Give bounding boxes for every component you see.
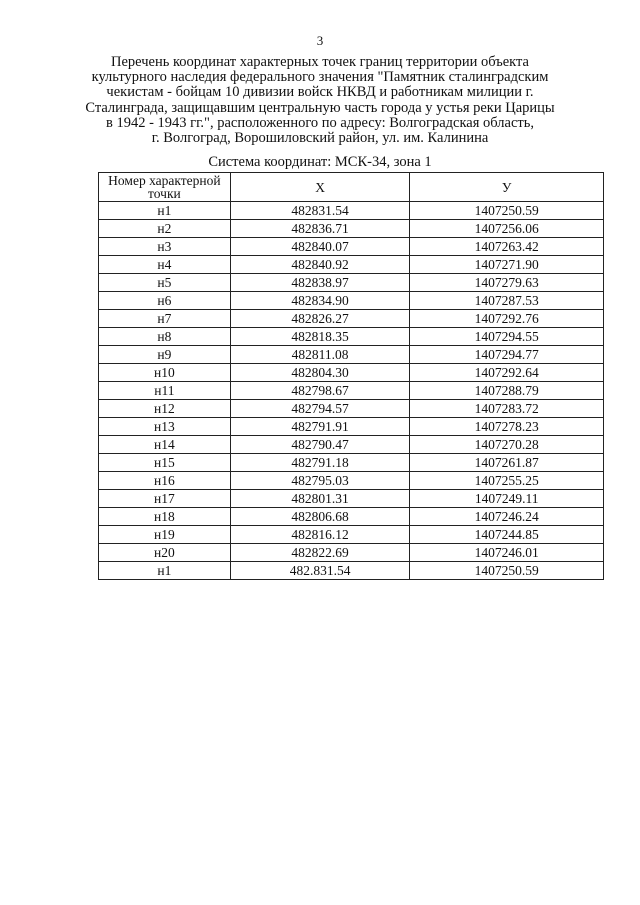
x-value-cell: 482818.35 bbox=[230, 328, 410, 346]
table-row bbox=[99, 274, 604, 292]
y-value-cell: 1407244.85 bbox=[410, 526, 604, 544]
table-row bbox=[99, 310, 604, 328]
point-number-cell: н20 bbox=[99, 544, 231, 562]
y-value-cell: 1407292.76 bbox=[410, 310, 604, 328]
point-number-cell: н12 bbox=[99, 400, 231, 418]
y-value-cell: 1407278.23 bbox=[410, 418, 604, 436]
y-value-cell: 1407256.06 bbox=[410, 220, 604, 238]
point-number-cell: н4 bbox=[99, 256, 231, 274]
point-number-cell: н13 bbox=[99, 418, 231, 436]
y-value-cell: 1407250.59 bbox=[410, 562, 604, 580]
x-value-cell: 482831.54 bbox=[230, 202, 410, 220]
point-number-cell: н3 bbox=[99, 238, 231, 256]
table-header-row bbox=[99, 173, 604, 202]
table-row bbox=[99, 382, 604, 400]
x-value-cell: 482806.68 bbox=[230, 508, 410, 526]
y-value-cell: 1407294.55 bbox=[410, 328, 604, 346]
y-value-cell: 1407249.11 bbox=[410, 490, 604, 508]
point-number-cell: н17 bbox=[99, 490, 231, 508]
point-number-cell: н10 bbox=[99, 364, 231, 382]
table-row bbox=[99, 238, 604, 256]
title-line: Перечень координат характерных точек границ территории объекта bbox=[111, 54, 529, 70]
y-value-cell: 1407263.42 bbox=[410, 238, 604, 256]
x-value-cell: 482822.69 bbox=[230, 544, 410, 562]
point-number-cell: н6 bbox=[99, 292, 231, 310]
header-x: Х bbox=[230, 173, 410, 202]
y-value-cell: 1407255.25 bbox=[410, 472, 604, 490]
y-value-cell: 1407288.79 bbox=[410, 382, 604, 400]
y-value-cell: 1407271.90 bbox=[410, 256, 604, 274]
table-row bbox=[99, 472, 604, 490]
point-number-cell: н8 bbox=[99, 328, 231, 346]
table-row bbox=[99, 526, 604, 544]
table-row bbox=[99, 202, 604, 220]
point-number-cell: н11 bbox=[99, 382, 231, 400]
x-value-cell: 482795.03 bbox=[230, 472, 410, 490]
y-value-cell: 1407292.64 bbox=[410, 364, 604, 382]
y-value-cell: 1407287.53 bbox=[410, 292, 604, 310]
table-row bbox=[99, 544, 604, 562]
x-value-cell: 482801.31 bbox=[230, 490, 410, 508]
table-row bbox=[99, 508, 604, 526]
table-row bbox=[99, 220, 604, 238]
x-value-cell: 482.831.54 bbox=[230, 562, 410, 580]
y-value-cell: 1407246.01 bbox=[410, 544, 604, 562]
coordinates-table bbox=[98, 172, 604, 580]
x-value-cell: 482826.27 bbox=[230, 310, 410, 328]
title-line: культурного наследия федерального значения "Памятник сталинградским bbox=[91, 69, 549, 86]
x-value-cell: 482838.97 bbox=[230, 274, 410, 292]
x-value-cell: 482840.07 bbox=[230, 238, 410, 256]
title-line: чекистам - бойцам 10 дивизии войск НКВД и работникам милиции г. bbox=[106, 84, 534, 101]
x-value-cell: 482804.30 bbox=[230, 364, 410, 382]
x-value-cell: 482840.92 bbox=[230, 256, 410, 274]
y-value-cell: 1407261.87 bbox=[410, 454, 604, 472]
point-number-cell: н2 bbox=[99, 220, 231, 238]
point-number-cell: н15 bbox=[99, 454, 231, 472]
table-row bbox=[99, 490, 604, 508]
point-number-cell: н5 bbox=[99, 274, 231, 292]
title-line: в 1942 - 1943 гг.", расположенного по адресу: Волгоградская область, bbox=[106, 114, 534, 131]
x-value-cell: 482790.47 bbox=[230, 436, 410, 454]
point-number-cell: н1 bbox=[99, 562, 231, 580]
y-value-cell: 1407270.28 bbox=[410, 436, 604, 454]
y-value-cell: 1407283.72 bbox=[410, 400, 604, 418]
table-row bbox=[99, 436, 604, 454]
table-row bbox=[99, 562, 604, 580]
x-value-cell: 482791.18 bbox=[230, 454, 410, 472]
x-value-cell: 482816.12 bbox=[230, 526, 410, 544]
y-value-cell: 1407246.24 bbox=[410, 508, 604, 526]
y-value-cell: 1407294.77 bbox=[410, 346, 604, 364]
table-row bbox=[99, 400, 604, 418]
table-row bbox=[99, 346, 604, 364]
point-number-cell: н19 bbox=[99, 526, 231, 544]
title-line: Сталинграда, защищавшим центральную часть города у устья реки Царицы bbox=[85, 99, 555, 116]
coordinate-system-label: Система координат: МСК-34, зона 1 bbox=[208, 154, 432, 170]
page-number: 3 bbox=[316, 33, 324, 48]
table-row bbox=[99, 418, 604, 436]
document-title bbox=[70, 55, 570, 146]
point-number-cell: н1 bbox=[99, 202, 231, 220]
title-line: г. Волгоград, Ворошиловский район, ул. им. Калинина bbox=[151, 130, 489, 147]
table-row bbox=[99, 328, 604, 346]
table-row bbox=[99, 292, 604, 310]
x-value-cell: 482836.71 bbox=[230, 220, 410, 238]
table-body bbox=[99, 202, 604, 580]
point-number-cell: н14 bbox=[99, 436, 231, 454]
point-number-cell: н16 bbox=[99, 472, 231, 490]
x-value-cell: 482794.57 bbox=[230, 400, 410, 418]
header-y: У bbox=[410, 173, 604, 202]
table-row bbox=[99, 454, 604, 472]
x-value-cell: 482791.91 bbox=[230, 418, 410, 436]
x-value-cell: 482811.08 bbox=[230, 346, 410, 364]
header-point-number: Номер характерной точки bbox=[99, 173, 231, 202]
table-row bbox=[99, 364, 604, 382]
point-number-cell: н18 bbox=[99, 508, 231, 526]
y-value-cell: 1407279.63 bbox=[410, 274, 604, 292]
point-number-cell: н7 bbox=[99, 310, 231, 328]
x-value-cell: 482834.90 bbox=[230, 292, 410, 310]
x-value-cell: 482798.67 bbox=[230, 382, 410, 400]
point-number-cell: н9 bbox=[99, 346, 231, 364]
table-row bbox=[99, 256, 604, 274]
y-value-cell: 1407250.59 bbox=[410, 202, 604, 220]
